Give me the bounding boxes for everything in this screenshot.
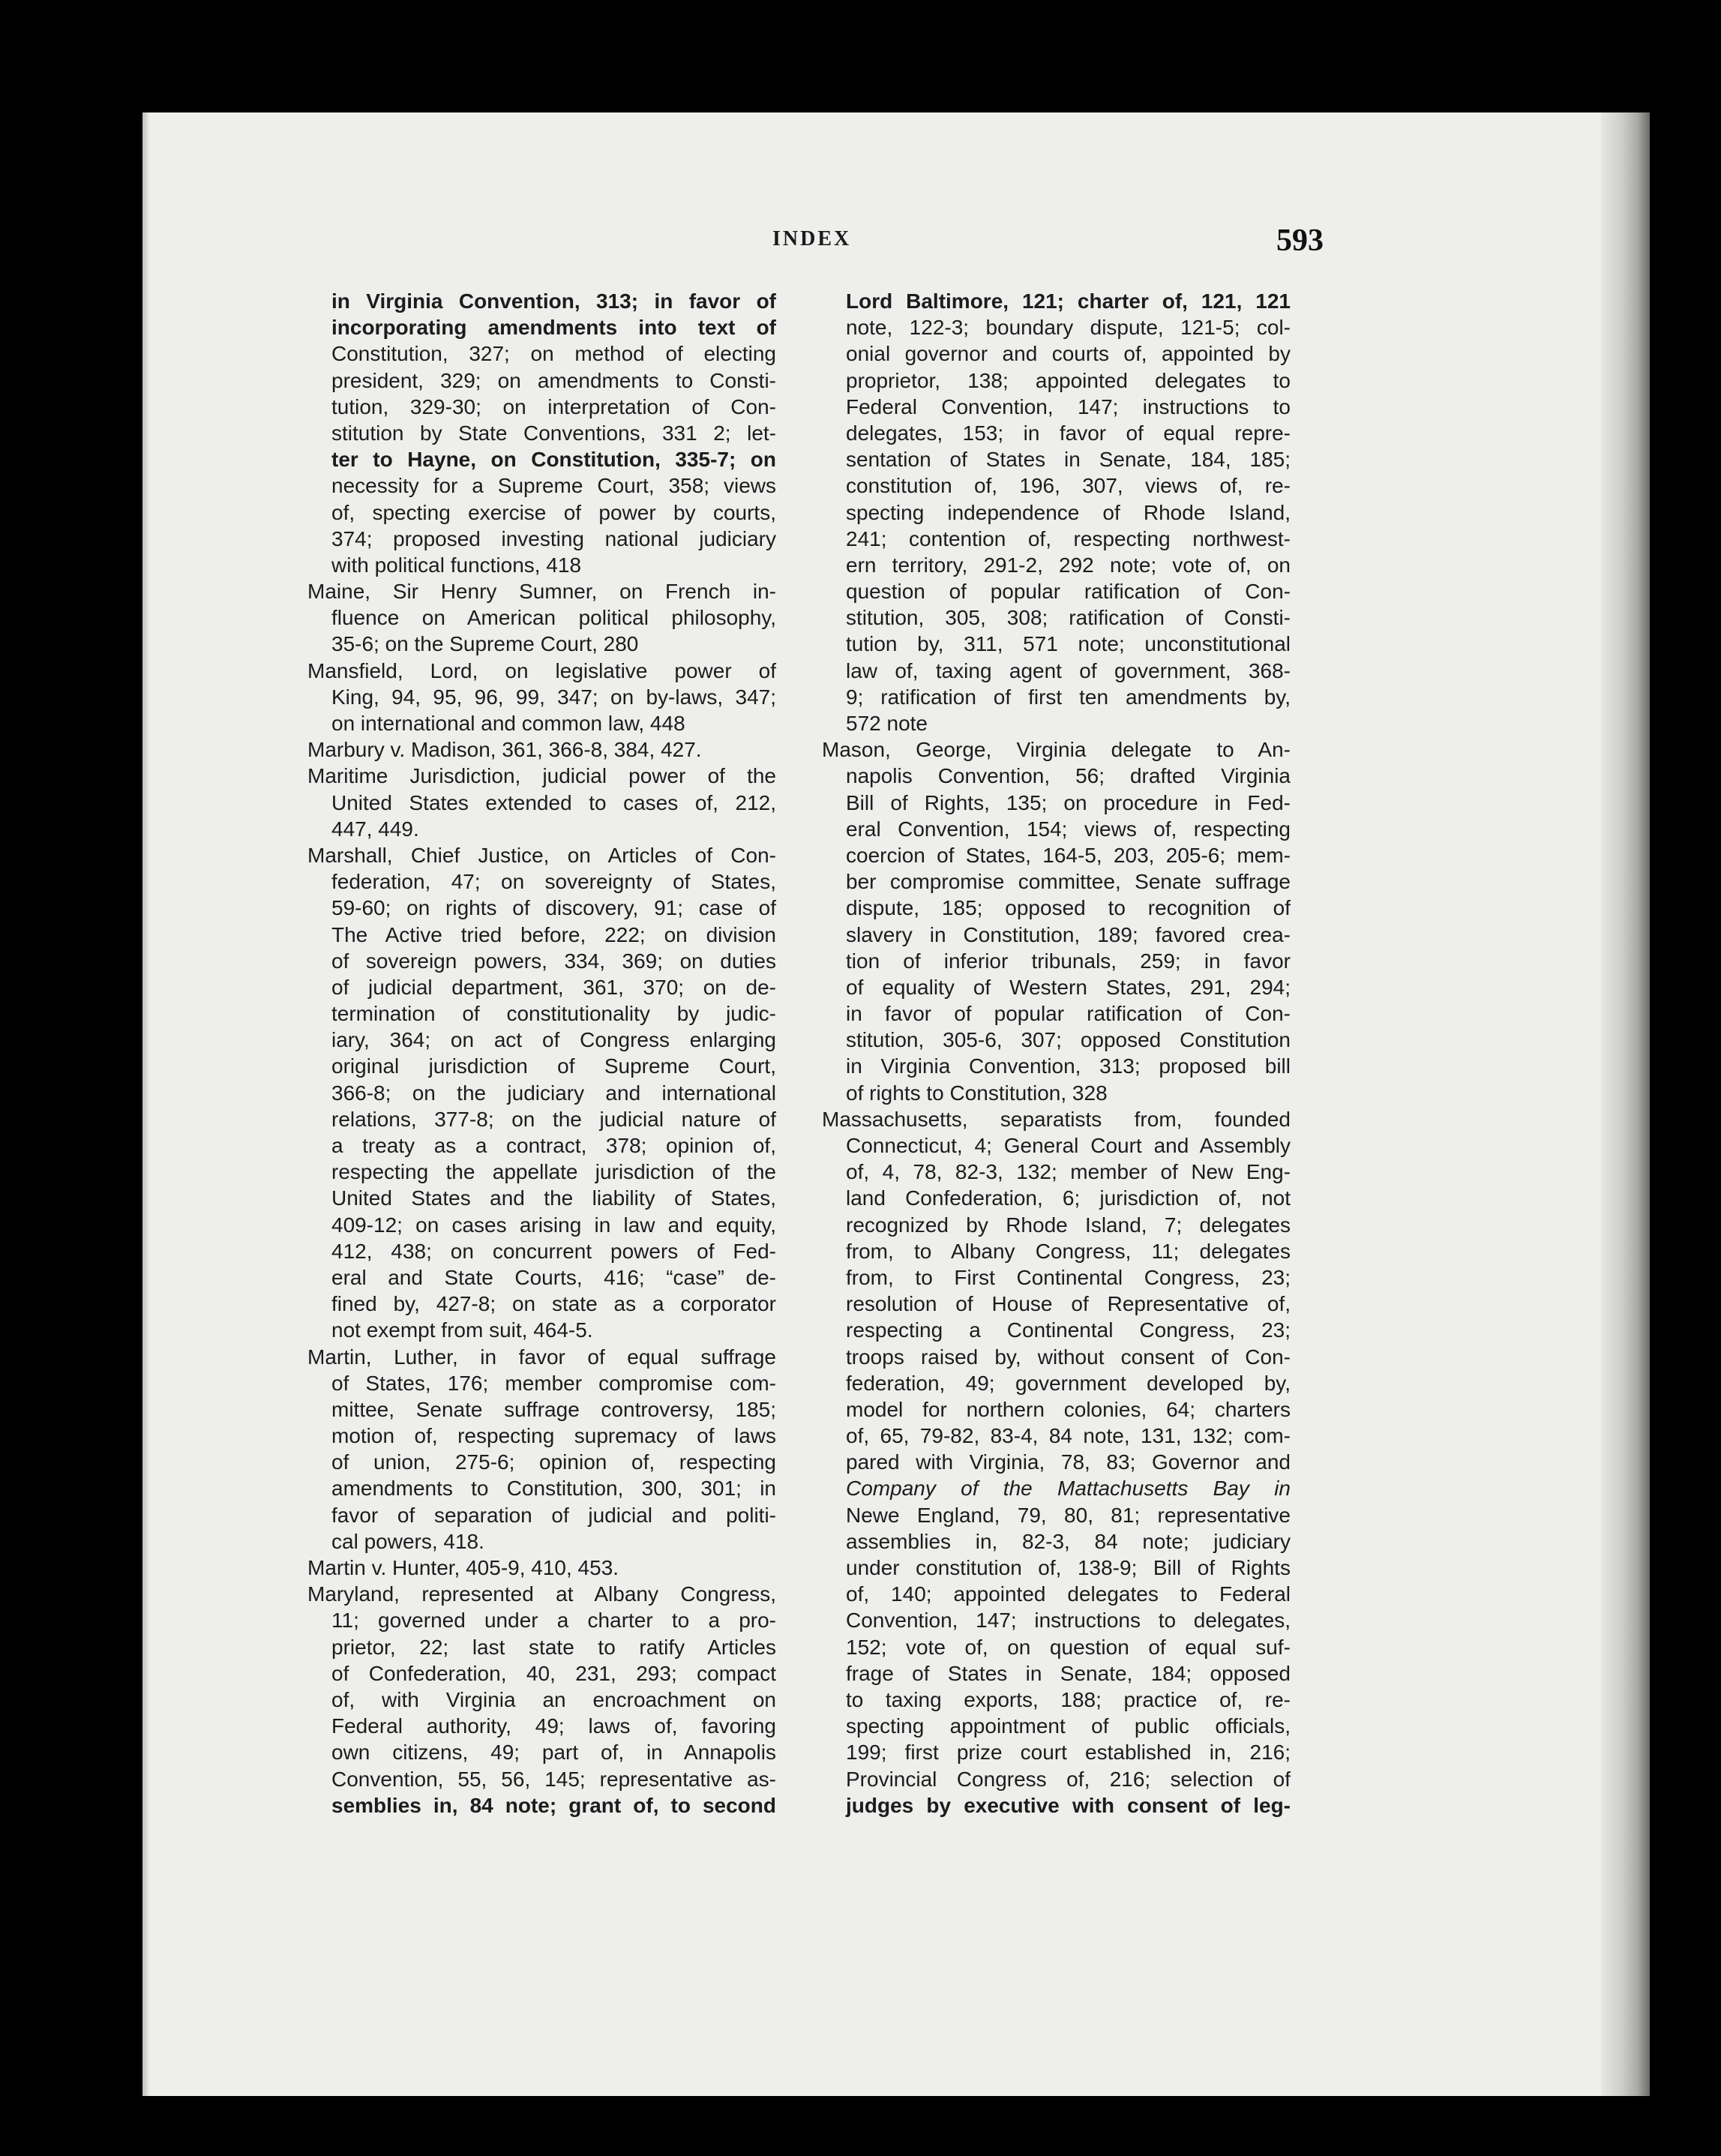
index-entry-line: judges by executive with consent of leg-	[846, 1793, 1291, 1817]
index-entry-line: to taxing exports, 188; practice of, re-	[846, 1687, 1291, 1711]
index-entry-line: on international and common law, 448	[331, 712, 685, 735]
index-entry-line: Provincial Congress of, 216; selection of	[846, 1767, 1291, 1791]
index-entry-line: amendments to Constitution, 300, 301; in	[331, 1477, 776, 1501]
index-entry-line: cal powers, 418.	[331, 1529, 484, 1553]
index-entry-heading-line: Martin v. Hunter, 405-9, 410, 453.	[307, 1556, 619, 1579]
index-entry-line: 447, 449.	[331, 817, 419, 841]
index-entry-line: 152; vote of, on question of equal suf-	[846, 1635, 1291, 1659]
index-entry-line: Company of the Mattachusetts Bay in	[846, 1477, 1291, 1501]
index-entry-line: onial governor and courts of, appointed by	[846, 342, 1291, 366]
index-entry-line: The Active tried before, 222; on division	[331, 922, 776, 946]
index-entry-line: necessity for a Supreme Court, 358; views	[331, 474, 776, 498]
index-entry-line: ter to Hayne, on Constitution, 335-7; on	[331, 448, 776, 472]
index-entry-line: federation, 47; on sovereignty of States,	[331, 870, 776, 894]
index-entry-line: question of popular ratification of Con-	[846, 580, 1291, 604]
index-entry-line: ber compromise committee, Senate suffrage	[846, 870, 1291, 894]
index-entry-line: own citizens, 49; part of, in Annapolis	[331, 1741, 776, 1765]
index-entry-line: proprietor, 138; appointed delegates to	[846, 368, 1291, 392]
index-entry-line: of, 4, 78, 82-3, 132; member of New Eng-	[846, 1160, 1291, 1184]
index-entry-line: president, 329; on amendments to Consti-	[331, 368, 776, 392]
index-entry-line: a treaty as a contract, 378; opinion of,	[331, 1134, 776, 1157]
index-column-right	[822, 288, 1291, 1819]
index-entry-line: specting appointment of public officials,	[846, 1714, 1291, 1738]
index-entry-line: note, 122-3; boundary dispute, 121-5; col-	[846, 316, 1291, 340]
index-entry-line: slavery in Constitution, 189; favored crea-	[846, 922, 1291, 946]
index-entry-line: assemblies in, 82-3, 84 note; judiciary	[846, 1529, 1291, 1553]
index-entry-line: specting independence of Rhode Island,	[846, 500, 1291, 524]
index-entry-line: United States extended to cases of, 212,	[331, 790, 776, 814]
index-entry-line: Convention, 147; instructions to delegates,	[846, 1609, 1291, 1633]
index-entry-line: fined by, 427-8; on state as a corporator	[331, 1292, 776, 1316]
index-entry-line: constitution of, 196, 307, views of, re-	[846, 474, 1291, 498]
index-entry-line: incorporating amendments into text of	[331, 316, 776, 340]
running-header	[142, 223, 1650, 280]
index-entry-line: King, 94, 95, 96, 99, 347; on by-laws, 347;	[331, 685, 776, 709]
index-entry-line: of sovereign powers, 334, 369; on duties	[331, 949, 776, 973]
index-entry-heading-line: Martin, Luther, in favor of equal suffrage	[307, 1345, 776, 1369]
index-entry-line: United States and the liability of States,	[331, 1186, 776, 1210]
index-entry-line: of Confederation, 40, 231, 293; compact	[331, 1661, 776, 1685]
index-entry-line: 409-12; on cases arising in law and equity,	[331, 1213, 776, 1237]
index-entry-line: mittee, Senate suffrage controversy, 185;	[331, 1397, 776, 1421]
index-entry-line: from, to First Continental Congress, 23;	[846, 1265, 1291, 1289]
index-entry-heading-line: Marshall, Chief Justice, on Articles of Con-	[307, 843, 776, 867]
index-entry-line: Newe England, 79, 80, 81; representative	[846, 1503, 1291, 1527]
index-entry-line: favor of separation of judicial and politi-	[331, 1503, 776, 1527]
index-entry-heading-line: Maryland, represented at Albany Congress,	[307, 1582, 776, 1606]
index-entry-line: respecting a Continental Congress, 23;	[846, 1318, 1291, 1342]
index-entry-line: of, with Virginia an encroachment on	[331, 1687, 776, 1711]
index-entry-line: Connecticut, 4; General Court and Assembly	[846, 1134, 1291, 1157]
index-entry-line: of, 65, 79-82, 83-4, 84 note, 131, 132; com-	[846, 1424, 1291, 1448]
page-number: 593	[1276, 223, 1324, 258]
index-entry-line: in favor of popular ratification of Con-	[846, 1002, 1291, 1026]
index-entry-line: in Virginia Convention, 313; in favor of	[331, 289, 776, 313]
index-entry-line: of equality of Western States, 291, 294;	[846, 975, 1291, 999]
index-entry-line: 572 note	[846, 712, 928, 735]
index-entry-line: 9; ratification of first ten amendments by,	[846, 685, 1291, 709]
index-entry-line: Lord Baltimore, 121; charter of, 121, 121	[846, 289, 1291, 313]
index-entry-line: Federal Convention, 147; instructions to	[846, 394, 1291, 418]
index-entry-heading-line: Maritime Jurisdiction, judicial power of the	[307, 764, 776, 788]
index-entry-line: 35-6; on the Supreme Court, 280	[331, 632, 639, 656]
index-entry-line: original jurisdiction of Supreme Court,	[331, 1054, 776, 1078]
index-entry-line: stitution, 305, 308; ratification of Consti-	[846, 606, 1291, 630]
index-entry-line: pared with Virginia, 78, 83; Governor and	[846, 1450, 1291, 1474]
index-entry-line: 59-60; on rights of discovery, 91; case of	[331, 896, 776, 920]
index-entry-line: resolution of House of Representative of,	[846, 1292, 1291, 1316]
index-entry-line: 374; proposed investing national judiciary	[331, 526, 776, 550]
index-entry-line: troops raised by, without consent of Con-	[846, 1345, 1291, 1369]
index-entry-line: land Confederation, 6; jurisdiction of, not	[846, 1186, 1291, 1210]
index-entry-line: stitution by State Conventions, 331 2; let-	[331, 421, 776, 445]
index-entry-line: in Virginia Convention, 313; proposed bill	[846, 1054, 1291, 1078]
index-entry-line: not exempt from suit, 464-5.	[331, 1318, 593, 1342]
page-gutter-shadow	[142, 112, 150, 2096]
index-entry-line: Bill of Rights, 135; on procedure in Fed-	[846, 790, 1291, 814]
index-entry-line: of union, 275-6; opinion of, respecting	[331, 1450, 776, 1474]
index-entry-line: delegates, 153; in favor of equal repre-	[846, 421, 1291, 445]
index-column-left	[307, 288, 776, 1819]
index-entry-line: federation, 49; government developed by,	[846, 1371, 1291, 1395]
index-entry-line: respecting the appellate jurisdiction of the	[331, 1160, 776, 1184]
index-entry-line: from, to Albany Congress, 11; delegates	[846, 1239, 1291, 1263]
index-entry-line: law of, taxing agent of government, 368-	[846, 658, 1291, 682]
index-entry-line: of rights to Constitution, 328	[846, 1081, 1108, 1105]
index-entry-line: of, 140; appointed delegates to Federal	[846, 1582, 1291, 1606]
index-entry-line: termination of constitutionality by judic-	[331, 1002, 776, 1026]
index-entry-line: Convention, 55, 56, 145; representative as-	[331, 1767, 776, 1791]
index-entry-line: relations, 377-8; on the judicial nature of	[331, 1107, 776, 1131]
index-entry-line: napolis Convention, 56; drafted Virginia	[846, 764, 1291, 788]
index-entry-line: tution by, 311, 571 note; unconstitutional	[846, 632, 1291, 656]
index-entry-line: 11; governed under a charter to a pro-	[331, 1609, 776, 1633]
index-entry-line: semblies in, 84 note; grant of, to second	[331, 1793, 776, 1817]
index-entry-line: recognized by Rhode Island, 7; delegates	[846, 1213, 1291, 1237]
index-entry-line: 366-8; on the judiciary and international	[331, 1081, 776, 1105]
index-entry-line: tution, 329-30; on interpretation of Con-	[331, 394, 776, 418]
index-entry-line: coercion of States, 164-5, 203, 205-6; mem-	[846, 843, 1291, 867]
index-entry-line: 412, 438; on concurrent powers of Fed-	[331, 1239, 776, 1263]
index-entry-line: eral and State Courts, 416; “case” de-	[331, 1265, 776, 1289]
index-entry-line: 241; contention of, respecting northwest-	[846, 526, 1291, 550]
index-entry-line: motion of, respecting supremacy of laws	[331, 1424, 776, 1448]
index-entry-line: model for northern colonies, 64; charters	[846, 1397, 1291, 1421]
index-entry-heading-line: Marbury v. Madison, 361, 366-8, 384, 427.	[307, 738, 702, 762]
index-entry-line: stitution, 305-6, 307; opposed Constitution	[846, 1028, 1291, 1052]
index-entry-line: sentation of States in Senate, 184, 185;	[846, 448, 1291, 472]
index-entry-line: 199; first prize court established in, 216;	[846, 1741, 1291, 1765]
index-entry-line: of, specting exercise of power by courts,	[331, 500, 776, 524]
book-page	[142, 112, 1650, 2096]
index-entry-line: iary, 364; on act of Congress enlarging	[331, 1028, 776, 1052]
index-entry-line: tion of inferior tribunals, 259; in favor	[846, 949, 1291, 973]
index-entry-line: Constitution, 327; on method of electing	[331, 342, 776, 366]
index-entry-heading-line: Mason, George, Virginia delegate to An-	[822, 738, 1291, 762]
index-entry-line: dispute, 185; opposed to recognition of	[846, 896, 1291, 920]
index-entry-line: ern territory, 291-2, 292 note; vote of, on	[846, 553, 1291, 577]
index-entry-line: of judicial department, 361, 370; on de-	[331, 975, 776, 999]
index-entry-line: eral Convention, 154; views of, respecting	[846, 817, 1291, 841]
index-entry-line: fluence on American political philosophy,	[331, 606, 776, 630]
index-entry-line: under constitution of, 138-9; Bill of Rights	[846, 1556, 1291, 1579]
index-entry-line: frage of States in Senate, 184; opposed	[846, 1661, 1291, 1685]
index-entry-heading-line: Mansfield, Lord, on legislative power of	[307, 658, 776, 682]
running-header-title: INDEX	[772, 227, 852, 250]
index-entry-line: of States, 176; member compromise com-	[331, 1371, 776, 1395]
index-entry-line: Federal authority, 49; laws of, favoring	[331, 1714, 776, 1738]
index-entry-heading-line: Massachusetts, separatists from, founded	[822, 1107, 1291, 1131]
index-entry-line: with political functions, 418	[331, 553, 582, 577]
page-edge-shading	[1601, 112, 1650, 2096]
index-entry-heading-line: Maine, Sir Henry Sumner, on French in-	[307, 580, 776, 604]
index-entry-line: prietor, 22; last state to ratify Articles	[331, 1635, 776, 1659]
